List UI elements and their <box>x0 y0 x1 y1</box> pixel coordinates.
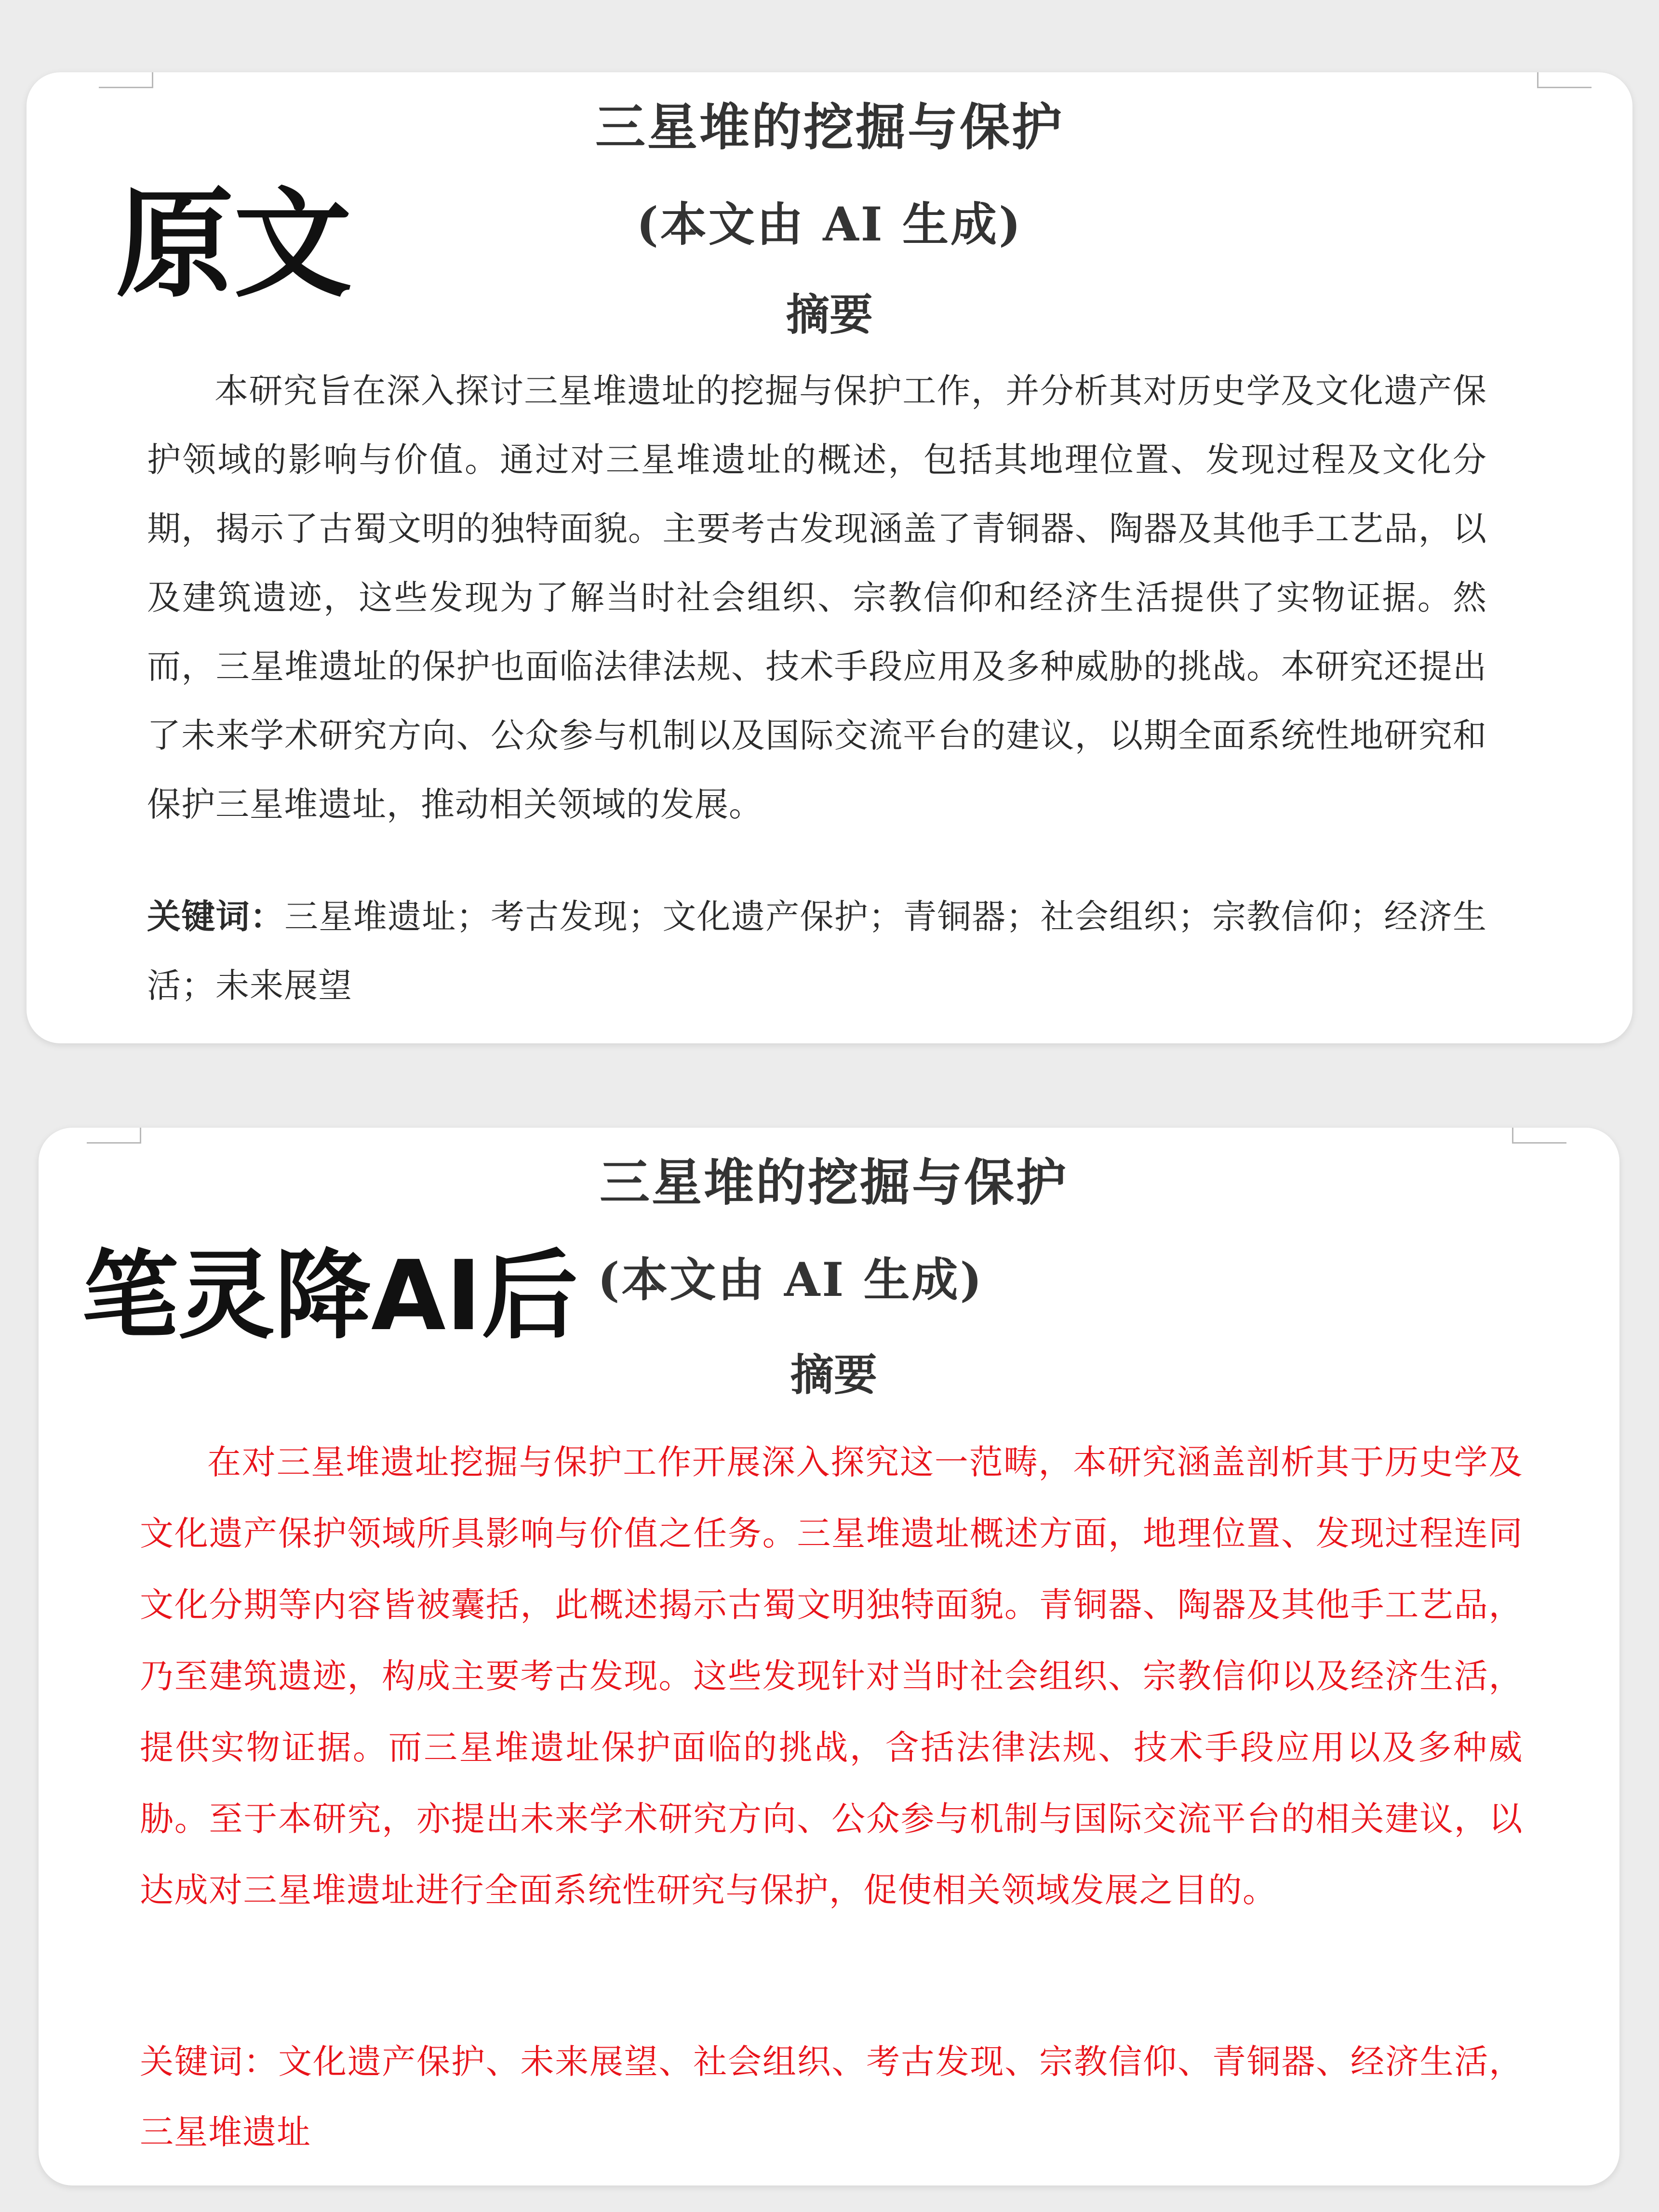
document-subtitle: (本文由 AI 生成) <box>636 197 1023 252</box>
original-document-card <box>27 72 1632 1043</box>
page-corner-mark <box>87 1128 141 1144</box>
rewritten-document-card <box>39 1128 1619 2185</box>
abstract-heading: 摘要 <box>790 1349 877 1400</box>
abstract-text: 本研究旨在深入探讨三星堆遗址的挖掘与保护工作，并分析其对历史学及文化遗产保护领域的影响与价值。通过对三星堆遗址的概述，包括其地理位置、发现过程及文化分期，揭示了古蜀文明的独特面貌。主要考古发现涵盖了青铜器、陶器及其他手工艺品，以及建筑遗迹，这些发现为了解当时社会组织、宗教信仰和经济生活提供了实物证据。然而，三星堆遗址的保护也面临法律法规、技术手段应用及多种威胁的挑战。本研究还提出了未来学术研究方向、公众参与机制以及国际交流平台的建议，以期全面系统性地研究和保护三星堆遗址，推动相关领域的发展。 <box>147 371 1487 824</box>
keywords-list: 三星堆遗址；考古发现；文化遗产保护；青铜器；社会组织；宗教信仰；经济生活；未来展望 <box>147 897 1487 1005</box>
page-corner-mark <box>99 72 153 88</box>
keywords-label: 关键词： <box>147 896 285 936</box>
document-title: 三星堆的挖掘与保护 <box>599 1153 1068 1212</box>
original-label: 原文 <box>116 176 352 313</box>
keywords-label: 关键词： <box>140 2042 279 2081</box>
keywords-line <box>147 882 1487 1020</box>
page-corner-mark <box>1537 72 1592 88</box>
keywords-line <box>140 2026 1523 2167</box>
keywords-list: 文化遗产保护、未来展望、社会组织、考古发现、宗教信仰、青铜器、经济生活，三星堆遗址 <box>140 2042 1523 2152</box>
rewritten-label: 笔灵降AI后 <box>82 1240 578 1352</box>
abstract-text: 在对三星堆遗址挖掘与保护工作开展深入探究这一范畴，本研究涵盖剖析其于历史学及文化遗产保护领域所具影响与价值之任务。三星堆遗址概述方面，地理位置、发现过程连同文化分期等内容皆被囊括，此概述揭示古蜀文明独特面貌。青铜器、陶器及其他手工艺品，乃至建筑遗迹，构成主要考古发现。这些发现针对当时社会组织、宗教信仰以及经济生活，提供实物证据。而三星堆遗址保护面临的挑战，含括法律法规、技术手段应用以及多种威胁。至于本研究，亦提出未来学术研究方向、公众参与机制与国际交流平台的相关建议，以达成对三星堆遗址进行全面系统性研究与保护，促使相关领域发展之目的。 <box>140 1442 1523 1910</box>
page-corner-mark <box>1512 1128 1566 1144</box>
document-title: 三星堆的挖掘与保护 <box>595 97 1064 157</box>
abstract-heading: 摘要 <box>786 289 873 340</box>
document-subtitle: (本文由 AI 生成) <box>598 1253 984 1307</box>
